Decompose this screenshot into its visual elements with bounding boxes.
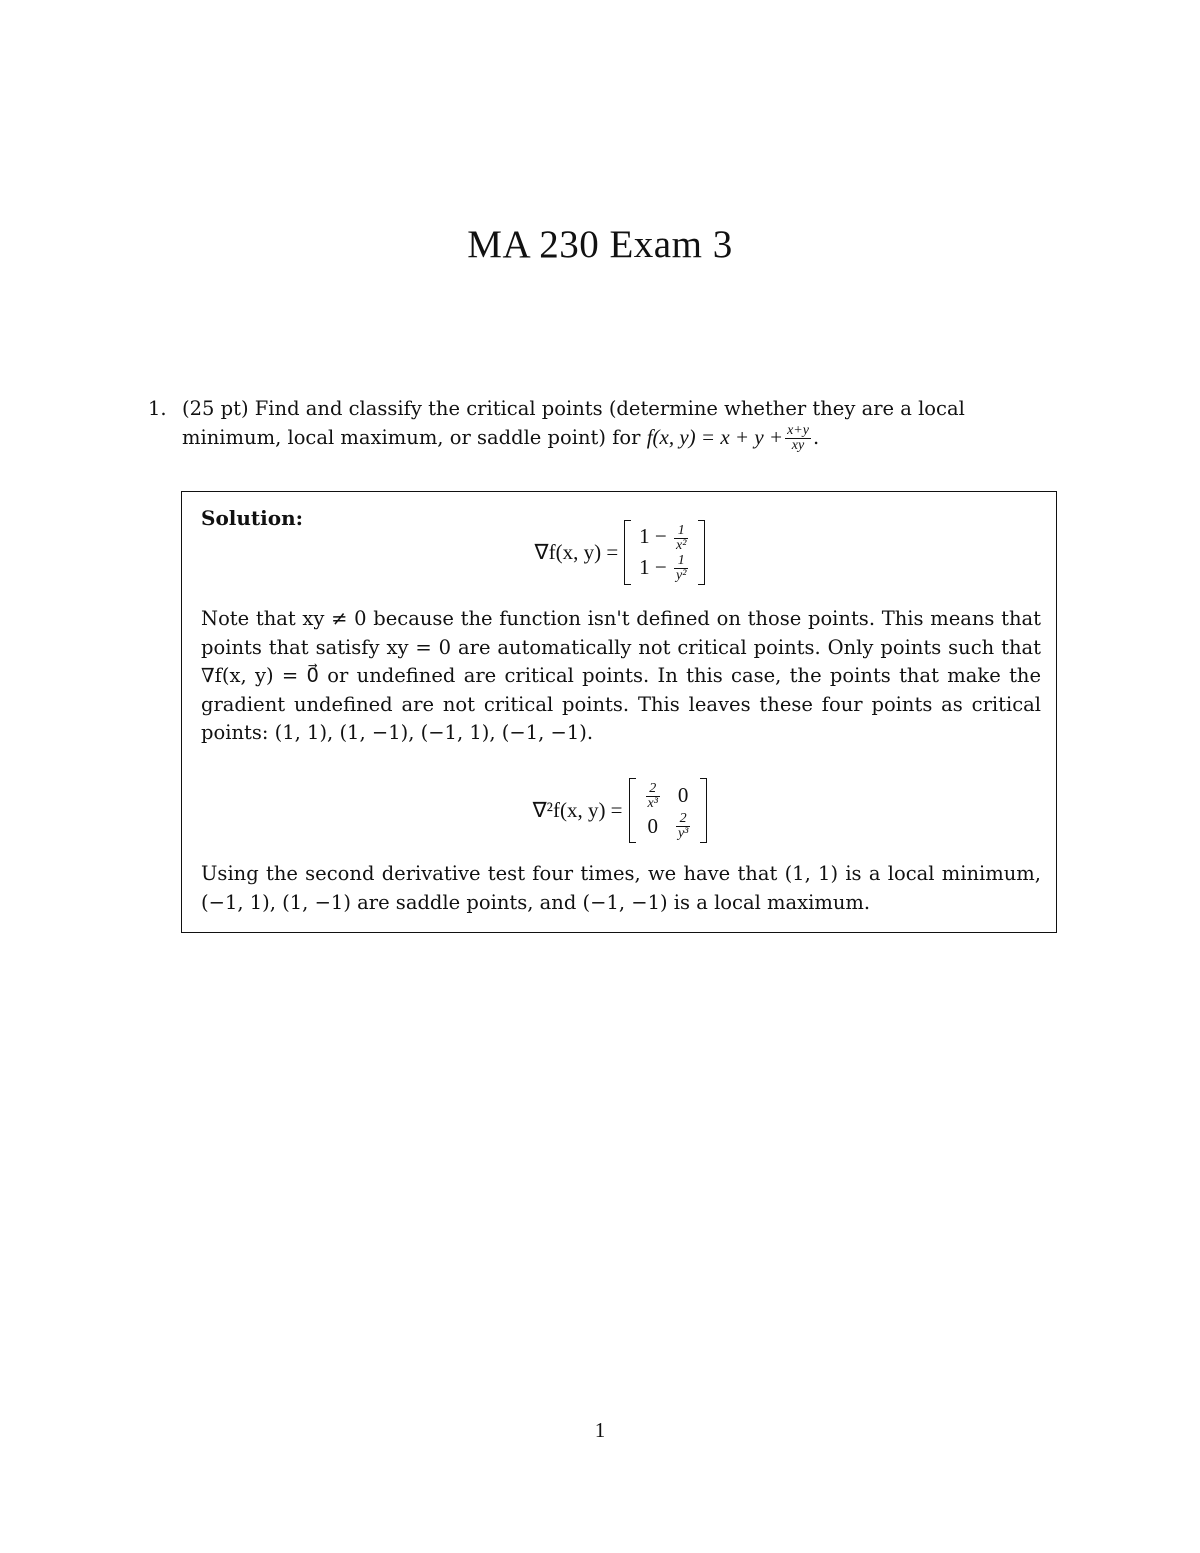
- problem-period: .: [812, 426, 820, 449]
- gradient-entry-1-den: x²: [676, 537, 687, 553]
- hessian-a22-frac: [676, 812, 690, 841]
- hessian-a11-num: 2: [646, 782, 660, 797]
- gradient-entry-2-prefix: 1 −: [639, 554, 667, 579]
- conclusion-paragraph: Using the second derivative test four times, we have that (1, 1) is a local minimum, (−1, 1), (1, −1) are saddle points, and (−1, −1) is a local maximum.: [201, 862, 1041, 914]
- gradient-entry-2-den: y²: [676, 568, 687, 584]
- exam-title: MA 230 Exam 3: [467, 223, 733, 266]
- hessian-a11: [638, 780, 668, 811]
- gradient-entry-2-num: 1: [674, 554, 688, 569]
- problem-text: Find and classify the critical points (determine whether they are a local minimum, local maximum, or saddle point) for: [182, 397, 965, 449]
- hessian-lhs: ∇²f(x, y) =: [532, 798, 623, 823]
- gradient-entry-2-frac: [674, 554, 688, 583]
- problem-statement: [182, 394, 1058, 453]
- gradient-vector: [624, 520, 705, 585]
- gradient-lhs: ∇f(x, y) =: [534, 540, 619, 565]
- hessian-a21: 0: [647, 813, 658, 838]
- hessian-a12: 0: [677, 783, 689, 808]
- solution-heading: Solution:: [201, 506, 304, 530]
- gradient-entry-2: [633, 553, 696, 584]
- function-definition: f(x, y) = x + y +: [646, 425, 784, 449]
- gradient-equation: [182, 520, 1058, 584]
- problem-points: (25 pt): [182, 397, 249, 420]
- solution-box: [181, 491, 1057, 933]
- gradient-entry-1-frac: [674, 524, 688, 553]
- hessian-matrix: [629, 778, 708, 843]
- hessian-a11-frac: [646, 782, 660, 811]
- critical-points-paragraph: Note that xy ≠ 0 because the function isn't defined on those points. This means that points that satisfy xy = 0 are automatically not critical points. Only points such that ∇f(x, y) = 0⃗ or undefined are critical points. In this case, the points that make the gradient undefined are not critical points. This leaves these four points as critical points: (1, 1), (1, −1), (−1, 1), (−1, −1).: [201, 607, 1041, 744]
- hessian-a22: [668, 811, 698, 842]
- problem-number: 1.: [148, 397, 167, 420]
- hessian-a11-den: x³: [647, 795, 658, 811]
- gradient-entry-1-prefix: 1 −: [639, 524, 667, 548]
- gradient-entry-1: [633, 522, 696, 553]
- fraction-numerator: x+y: [787, 423, 809, 438]
- hessian-a22-num: 2: [676, 812, 690, 827]
- function-fraction: [785, 424, 811, 453]
- problem-1: [148, 394, 1058, 453]
- hessian-equation: [182, 778, 1058, 840]
- hessian-a22-den: y³: [677, 826, 689, 842]
- gradient-entry-1-num: 1: [674, 524, 688, 539]
- page-number: 1: [594, 1418, 606, 1442]
- fraction-denominator: xy: [791, 438, 805, 453]
